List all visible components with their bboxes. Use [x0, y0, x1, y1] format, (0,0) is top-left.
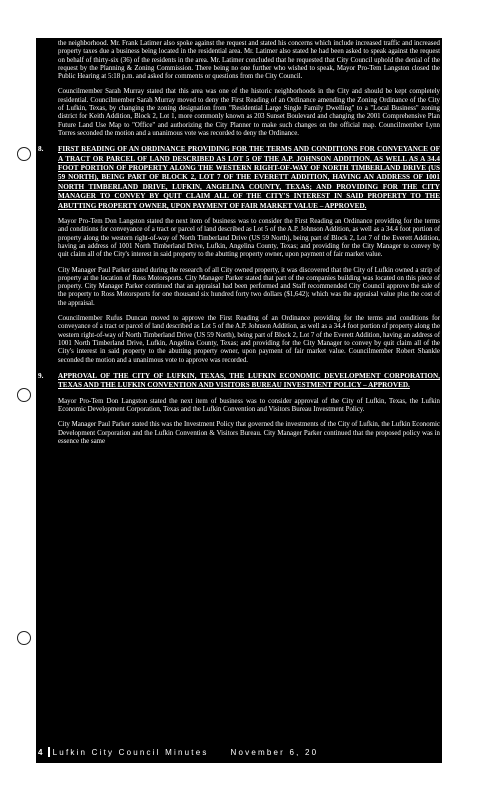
minutes-content [38, 40, 440, 453]
item-number: 9. [38, 371, 44, 380]
item-paragraph: Councilmember Rufus Duncan moved to approve the First Reading of an Ordinance providing for the terms and conditions for conveyance of a tract or parcel of land described as Lot 5 of the A.P. Johnson Addition, as well as a 34.4 foot portion of property along the western right-of-way of North Timberland Drive (US 59 North), being part of Block 2, Lot 7 of the Everett Addition, having an address of 1001 North Timberland Drive, Lufkin, Angelina County, Texas; and providing for the City Manager to convey by quit claim all of the City's interest in said property to the abutting property owner, upon payment of fair market value. Councilmember Robert Shankle seconded the motion and a unanimous vote to approve was recorded. [58, 315, 440, 364]
intro-paragraph: the neighborhood. Mr. Frank Latimer also spoke against the request and stated his concerns which include increased traffic and increased property taxes due a business being located in the residential area. Mr. Latimer also stated he had been asked to speak against the request on behalf of thirty-six (36) of the residents in the area. Mr. Latimer concluded that he requested that City Council uphold the denial of the request by the Planning & Zoning Commission. There being no one further who wished to speak, Mayor Pro-Tem Langston closed the Public Hearing at 5:18 p.m. and asked for comments or questions from the City Council. [58, 40, 440, 81]
page-number: 4 [38, 747, 45, 757]
footer-title: Lufkin City Council Minutes [52, 747, 209, 757]
agenda-item-9 [38, 371, 440, 391]
binder-hole-top [17, 147, 31, 161]
footer-divider [48, 747, 50, 757]
item-paragraph: Mayor Pro-Tem Don Langston stated the next item of business was to consider approval of the City of Lufkin, Texas, the Lufkin Economic Development Corporation, Texas and the Lufkin Convention and Visitors Bureau Investment Policy. [58, 397, 440, 413]
footer-date: November 6, 20 [230, 747, 319, 757]
binder-hole-bottom [17, 631, 31, 645]
binder-hole-middle [17, 388, 31, 402]
agenda-item-8 [38, 145, 440, 211]
item-title: APPROVAL OF THE CITY OF LUFKIN, TEXAS, THE LUFKIN ECONOMIC DEVELOPMENT CORPORATION, TEXAS AND THE LUFKIN CONVENTION AND VISITORS BUREAU INVESTMENT POLICY – APPROVED. [58, 371, 440, 390]
item-number: 8. [38, 145, 44, 154]
item-title: FIRST READING OF AN ORDINANCE PROVIDING FOR THE TERMS AND CONDITIONS FOR CONVEYANCE OF A TRACT OR PARCEL OF LAND DESCRIBED AS LOT 5 OF THE A.P. JOHNSON ADDITION, AS WELL AS A 34.4 FOOT PORTION OF PROPERTY ALONG THE WESTERN RIGHT-OF-WAY OF NORTH TIMBERLAND DRIVE (US 59 NORTH), BEING PART OF BLOCK 2, LOT 7 OF THE EVERETT ADDITION, HAVING AN ADDRESS OF 1001 NORTH TIMBERLAND DRIVE, LUFKIN, ANGELINA COUNTY, TEXAS; AND PROVIDING FOR THE CITY MANAGER TO CONVEY BY QUIT CLAIM ALL OF THE CITY'S INTEREST IN SAID PROPERTY TO THE ABUTTING PROPERTY OWNER, UPON PAYMENT OF FAIR MARKET VALUE – APPROVED. [58, 145, 440, 210]
item-paragraph: City Manager Paul Parker stated this was the Investment Policy that governed the investments of the City of Lufkin, the Lufkin Economic Development Corporation and the Lufkin Convention & Visitors Bureau. City Manager Parker continued that the proposed policy was in essence the same [58, 421, 440, 445]
page-footer [36, 746, 442, 758]
item-paragraph: City Manager Paul Parker stated during the research of all City owned property, it was discovered that the City of Lufkin owned a strip of property at the location of Ross Motorsports. City Manager Parker stated that part of the companies building was located on this piece of property. City Manager Parker continued that an appraisal had been performed and Staff recommended City Council approve the sale of the property to Ross Motorsports for one thousand six hundred forty two dollars ($1,642); which was the appraisal value plus the cost of the appraisal. [58, 266, 440, 307]
item-paragraph: Mayor Pro-Tem Don Langston stated the next item of business was to consider the First Reading an Ordinance providing for the terms and conditions for conveyance of a tract or parcel of land described as Lot 5 of the A.P. Johnson Addition, as well as a 34.4 foot portion of property along the western right-of-way of North Timberland Drive (US 59 North), being part of Block 2, Lot 7 of the Everett Addition, having an address of 1001 North Timberland Drive, Lufkin, Angelina County, Texas; and providing for the City Manager to convey by quit claim all of the City's interest in said property to the abutting property owner, upon payment of fair market value. [58, 218, 440, 259]
intro-paragraph: Councilmember Sarah Murray stated that this area was one of the historic neighborhoods in the City and should be kept completely residential. Councilmember Sarah Murray moved to deny the First Reading of an Ordinance amending the Zoning Ordinance of the City of Lufkin, Texas, by changing the zoning designation from "Residential Large Single Family Dwelling" to a "Local Business" zoning district for Keith Addition, Block 2, Lot 1, more commonly known as 203 Sunset Boulevard and changing the 2001 Comprehensive Plan Future Land Use Map to "Office" and authorizing the City Planner to make such changes on the official map. Councilmember Lynn Torres seconded the motion and a unanimous vote was recorded to deny the Ordinance. [58, 88, 440, 137]
